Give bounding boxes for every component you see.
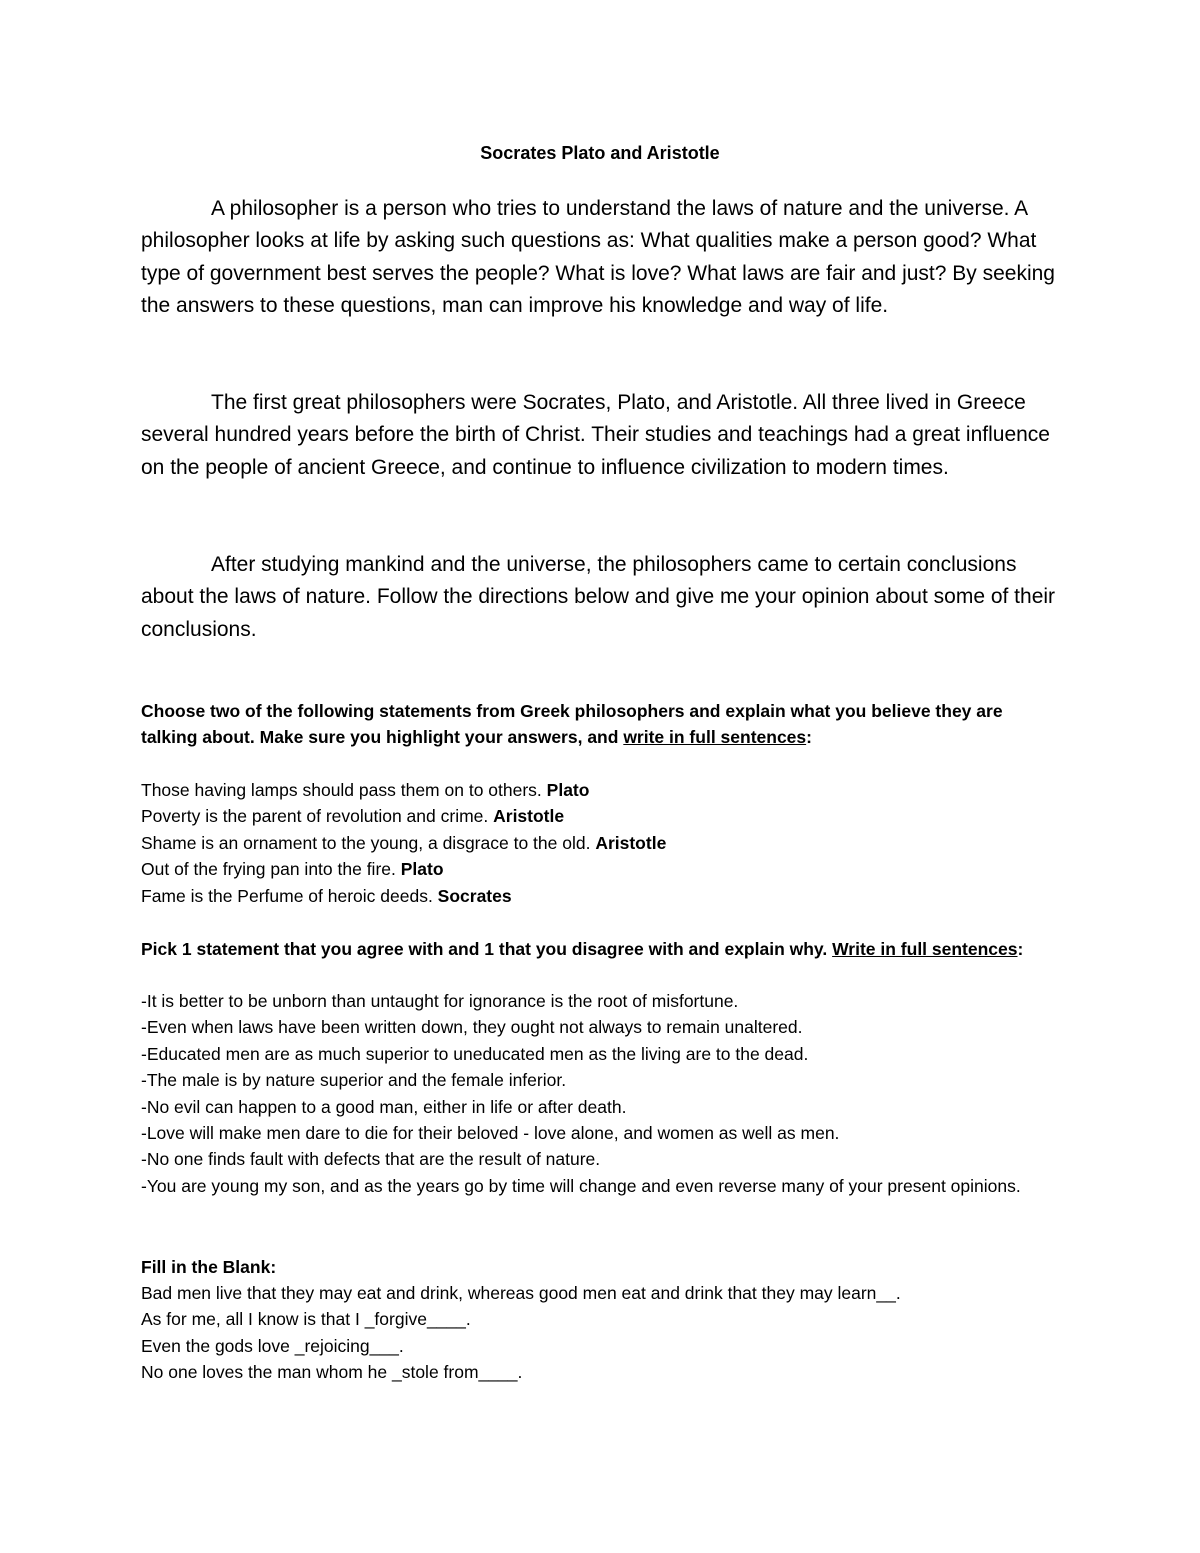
statement-list: [141, 988, 1061, 1199]
quote-text: Those having lamps should pass them on to others.: [141, 780, 547, 800]
quote-item: [141, 883, 1061, 909]
statement-item: -No evil can happen to a good man, either in life or after death.: [141, 1096, 627, 1117]
quote-author: Plato: [546, 780, 590, 800]
paragraph-text: A philosopher is a person who tries to understand the laws of nature and the universe. A philosopher looks at life by asking such questions as: What qualities make a person good? What type of government best serves the people? What is love? What laws are fair and just? By seeking the answers to these questions, man can improve his knowledge and way of life.: [141, 197, 1055, 317]
statement-item: -Educated men are as much superior to uneducated men as the living are to the dead.: [141, 1043, 809, 1064]
instruction-colon: :: [806, 727, 812, 748]
quote-text: Shame is an ornament to the young, a disgrace to the old.: [141, 832, 596, 853]
instruction-text: Choose two of the following statements from Greek philosophers and explain what you believe they are talking about. Make sure you highlight your answers, and: [141, 701, 1003, 748]
fill-in-blank-list: [141, 1280, 1061, 1386]
instruction-underlined: Write in full sentences: [832, 939, 1018, 959]
quote-author: Aristotle: [493, 806, 565, 827]
statement-item: -The male is by nature superior and the female inferior.: [141, 1070, 567, 1091]
quote-author: Aristotle: [595, 832, 667, 853]
statement-item: -Even when laws have been written down, they ought not always to remain unaltered.: [141, 1017, 803, 1038]
quote-list: [141, 777, 1061, 909]
section1-instruction: [141, 698, 1061, 751]
fill-in-blank-item: Bad men live that they may eat and drink, whereas good men eat and drink that they may learn__.: [141, 1283, 901, 1303]
quote-item: [141, 777, 1061, 803]
statement-item: -No one finds fault with defects that are the result of nature.: [141, 1149, 601, 1170]
instruction-text: Pick 1 statement that you agree with and 1 that you disagree with and explain why.: [141, 939, 833, 959]
quote-text: Poverty is the parent of revolution and crime.: [141, 806, 494, 827]
quote-item: [141, 830, 1061, 856]
paragraph-text: The first great philosophers were Socrates, Plato, and Aristotle. All three lived in Greece several hundred years before the birth of Christ. Their studies and teachings had a great influence on the people of ancient Greece, and continue to influence civilization to modern times.: [141, 391, 1050, 479]
paragraph-great-philosophers: [141, 387, 1061, 484]
statement-item: -It is better to be unborn than untaught for ignorance is the root of misfortune.: [141, 991, 739, 1011]
paragraph-conclusions: [141, 549, 1061, 646]
instruction-colon: :: [1017, 939, 1024, 959]
statement-item: -Love will make men dare to die for their beloved - love alone, and women as well as men.: [141, 1123, 840, 1144]
document-title: Socrates Plato and Aristotle: [480, 143, 720, 163]
section2-instruction: [141, 936, 1061, 962]
quote-item: [141, 803, 1061, 829]
paragraph-philosopher-definition: [141, 193, 1061, 322]
fill-in-blank-item: As for me, all I know is that I _forgive____.: [141, 1309, 471, 1330]
instruction-underlined: write in full sentences: [623, 727, 807, 748]
fill-in-blank-item: No one loves the man whom he _stole from____.: [141, 1362, 523, 1383]
paragraph-text: After studying mankind and the universe, the philosophers came to certain conclusions about the laws of nature. Follow the directions below and give me your opinion about some of their conclusions.: [141, 553, 1056, 641]
quote-item: [141, 856, 1061, 882]
fill-in-blank-heading: Fill in the Blank:: [141, 1257, 277, 1277]
quote-author: Plato: [400, 859, 444, 880]
quote-author: Socrates: [437, 885, 512, 906]
statement-item: -You are young my son, and as the years go by time will change and even reverse many of your present opinions.: [141, 1175, 1021, 1196]
quote-text: Fame is the Perfume of heroic deeds.: [141, 885, 438, 906]
fill-in-blank-item: Even the gods love _rejoicing___.: [141, 1335, 404, 1356]
quote-text: Out of the frying pan into the fire.: [141, 859, 401, 880]
